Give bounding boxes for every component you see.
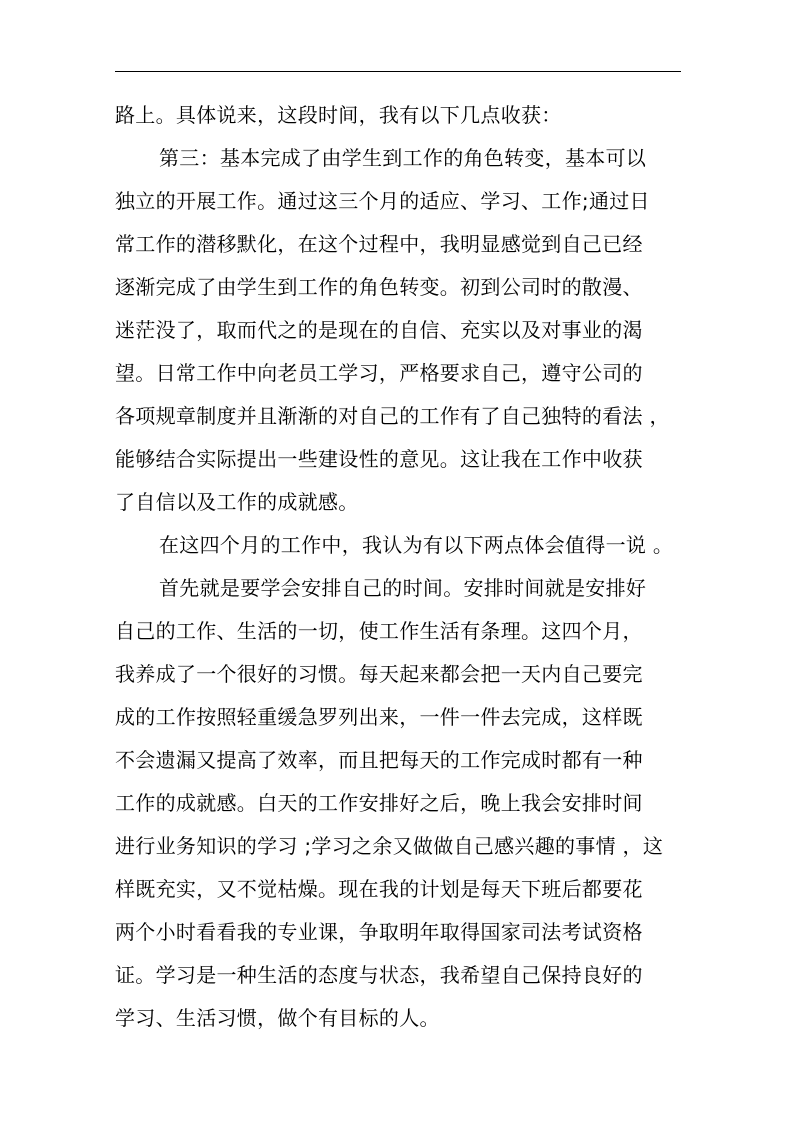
text-line: 成的工作按照轻重缓急罗列出来，一件一件去完成，这样既: [115, 705, 643, 729]
text-line: 自己的工作、生活的一切，使工作生活有条理。这四个月，: [115, 619, 643, 643]
text-line: 样既充实，又不觉枯燥。现在我的计划是每天下班后都要花: [115, 877, 643, 901]
text-line: 迷茫没了，取而代之的是现在的自信、充实以及对事业的渴: [115, 318, 643, 342]
text-line: 独立的开展工作。通过这三个月的适应、学习、工作;通过日: [115, 189, 650, 213]
text-line: 路上。具体说来，这段时间，我有以下几点收获：: [115, 103, 562, 127]
text-line: 能够结合实际提出一些建设性的意见。这让我在工作中收获: [115, 447, 643, 471]
text-line: 常工作的潜移默化，在这个过程中，我明显感觉到自己已经: [115, 232, 643, 256]
header-rule: [115, 71, 681, 72]
text-line: 各项规章制度并且渐渐的对自己的工作有了自己独特的看法 ，: [115, 404, 670, 428]
text-line: 工作的成就感。白天的工作安排好之后，晚上我会安排时间: [115, 791, 643, 815]
text-line: 不会遗漏又提高了效率，而且把每天的工作完成时都有一种: [115, 748, 643, 772]
text-line: 我养成了一个很好的习惯。每天起来都会把一天内自己要完: [115, 662, 643, 686]
text-line: 了自信以及工作的成就感。: [115, 490, 359, 514]
paragraph-start-line: 在这四个月的工作中，我认为有以下两点体会值得一说 。: [159, 533, 674, 557]
body-text: [115, 94, 695, 1040]
text-line: 证。学习是一种生活的态度与状态，我希望自己保持良好的: [115, 963, 643, 987]
text-line: 进行业务知识的学习 ;学习之余又做做自己感兴趣的事情 ，这: [115, 834, 664, 858]
text-line: 望。日常工作中向老员工学习，严格要求自己，遵守公司的: [115, 361, 643, 385]
text-line: 逐渐完成了由学生到工作的角色转变。初到公司时的散漫、: [115, 275, 643, 299]
text-line: 两个小时看看我的专业课，争取明年取得国家司法考试资格: [115, 920, 643, 944]
paragraph-start-line: 第三：基本完成了由学生到工作的角色转变，基本可以: [159, 146, 647, 170]
text-line: 学习、生活习惯，做个有目标的人。: [115, 1006, 440, 1030]
paragraph-start-line: 首先就是要学会安排自己的时间。安排时间就是安排好: [159, 576, 647, 600]
